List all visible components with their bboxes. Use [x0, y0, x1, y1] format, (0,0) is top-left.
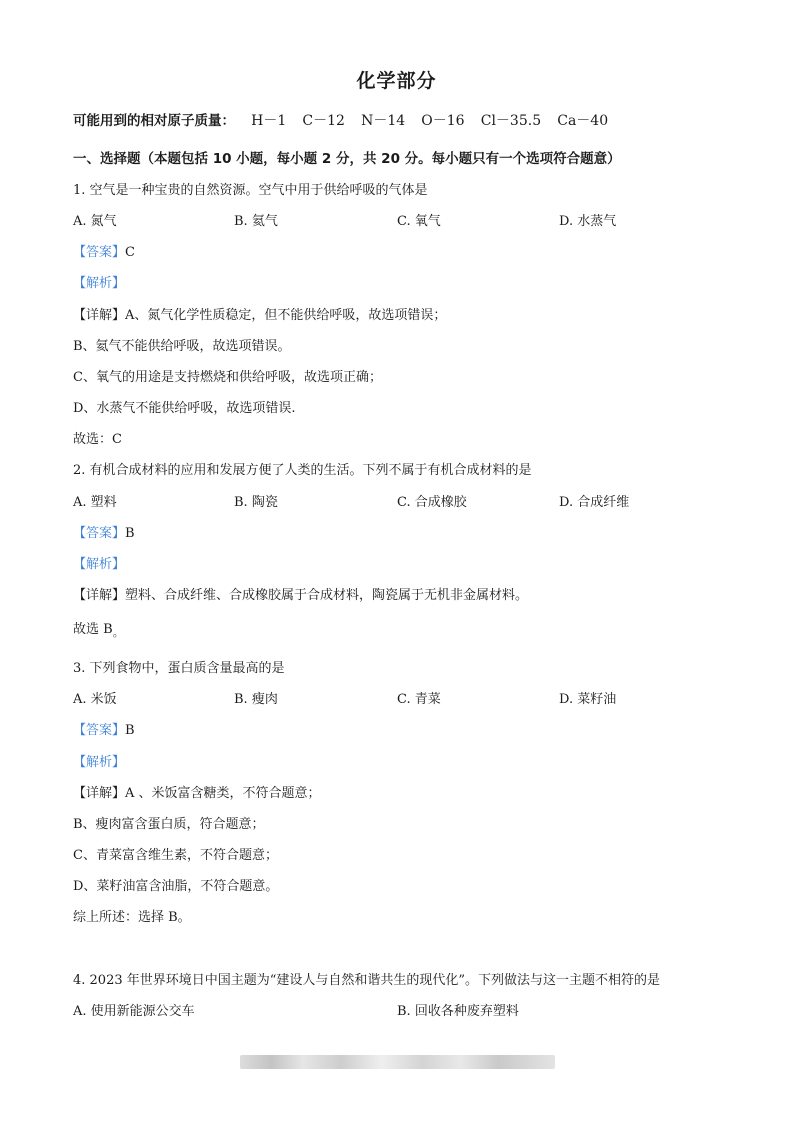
mass-ca: Ca－40 [557, 113, 609, 129]
q3-line-c: C、青菜富含维生素，不符合题意； [73, 848, 278, 863]
q3-option-c: C. 青菜 [397, 692, 441, 707]
detail-label: 【详解】 [73, 308, 126, 323]
mass-c: C－12 [302, 113, 345, 129]
q3-answer-value: B [125, 723, 135, 738]
q2-analysis [73, 556, 125, 574]
q2-detail [73, 587, 528, 605]
mass-cl: Cl－35.5 [480, 113, 542, 129]
page-title: 化学部分 [356, 70, 437, 92]
q3-stem: 3. 下列食物中，蛋白质含量最高的是 [73, 661, 285, 676]
q2-conclusion-line [73, 621, 124, 642]
q1-conclusion: 故选：C [73, 432, 122, 447]
q1-detail-text: A、氮气化学性质稳定，但不能供给呼吸，故选项错误； [125, 308, 447, 323]
analysis-label: 【解析】 [73, 276, 126, 291]
blurred-watermark [240, 1055, 555, 1069]
q1-answer [73, 244, 135, 262]
q3-detail [73, 785, 321, 803]
q2-option-c: C. 合成橡胶 [397, 495, 467, 510]
q1-option-c: C. 氧气 [397, 214, 441, 229]
atomic-mass-line [73, 112, 608, 131]
q1-option-b: B. 氦气 [234, 214, 278, 229]
q2-stem: 2. 有机合成材料的应用和发展方便了人类的生活。下列不属于有机合成材料的是 [73, 463, 532, 478]
mass-o: O－16 [421, 113, 465, 129]
q3-line-b: B、瘦肉富含蛋白质，符合题意； [73, 817, 265, 832]
section-heading: 一、选择题（本题包括 10 小题，每小题 2 分，共 20 分。每小题只有一个选项符合题意） [73, 151, 621, 167]
q3-option-d: D. 菜籽油 [559, 692, 617, 707]
q3-answer [73, 722, 135, 740]
q3-line-d: D、菜籽油富含油脂，不符合题意。 [73, 879, 279, 894]
q3-option-a: A. 米饭 [73, 692, 117, 707]
detail-label: 【详解】 [73, 588, 126, 603]
q4-stem: 4. 2023 年世界环境日中国主题为“建设人与自然和谐共生的现代化”。下列做法与这一主题不相符的是 [73, 973, 661, 988]
q3-option-b: B. 瘦肉 [234, 692, 278, 707]
answer-label: 【答案】 [73, 245, 126, 260]
q1-detail [73, 307, 446, 325]
mass-h: H－1 [251, 113, 287, 129]
answer-label: 【答案】 [73, 526, 126, 541]
q1-option-d: D. 水蒸气 [559, 214, 617, 229]
q3-conclusion: 综上所述：选择 B。 [73, 910, 191, 925]
q2-option-a: A. 塑料 [73, 495, 117, 510]
answer-label: 【答案】 [73, 723, 126, 738]
q1-line-b: B、氦气不能供给呼吸，故选项错误。 [73, 339, 291, 354]
q3-analysis [73, 754, 125, 772]
q4-option-b: B. 回收各种废弃塑料 [397, 1004, 519, 1019]
analysis-label: 【解析】 [73, 557, 126, 572]
q2-answer [73, 525, 135, 543]
q2-option-d: D. 合成纤维 [559, 495, 630, 510]
q2-conclusion-mark: 。 [112, 626, 124, 639]
q1-line-c: C、氧气的用途是支持燃烧和供给呼吸，故选项正确； [73, 370, 382, 385]
q4-option-a: A. 使用新能源公交车 [73, 1004, 195, 1019]
q1-stem: 1. 空气是一种宝贵的自然资源。空气中用于供给呼吸的气体是 [73, 183, 428, 198]
q2-answer-value: B [125, 526, 135, 541]
q2-conclusion: 故选 B [73, 622, 113, 637]
q1-analysis [73, 275, 125, 293]
q1-answer-value: C [125, 245, 135, 260]
q3-detail-text: A 、米饭富含糖类，不符合题意； [125, 786, 321, 801]
detail-label: 【详解】 [73, 786, 126, 801]
mass-n: N－14 [361, 113, 406, 129]
analysis-label: 【解析】 [73, 755, 126, 770]
q1-line-d: D、水蒸气不能供给呼吸，故选项错误. [73, 401, 296, 416]
q2-detail-text: 塑料、合成纤维、合成橡胶属于合成材料，陶瓷属于无机非金属材料。 [125, 588, 529, 603]
atomic-mass-label: 可能用到的相对原子质量： [73, 113, 235, 129]
q2-option-b: B. 陶瓷 [234, 495, 278, 510]
q1-option-a: A. 氮气 [73, 214, 117, 229]
